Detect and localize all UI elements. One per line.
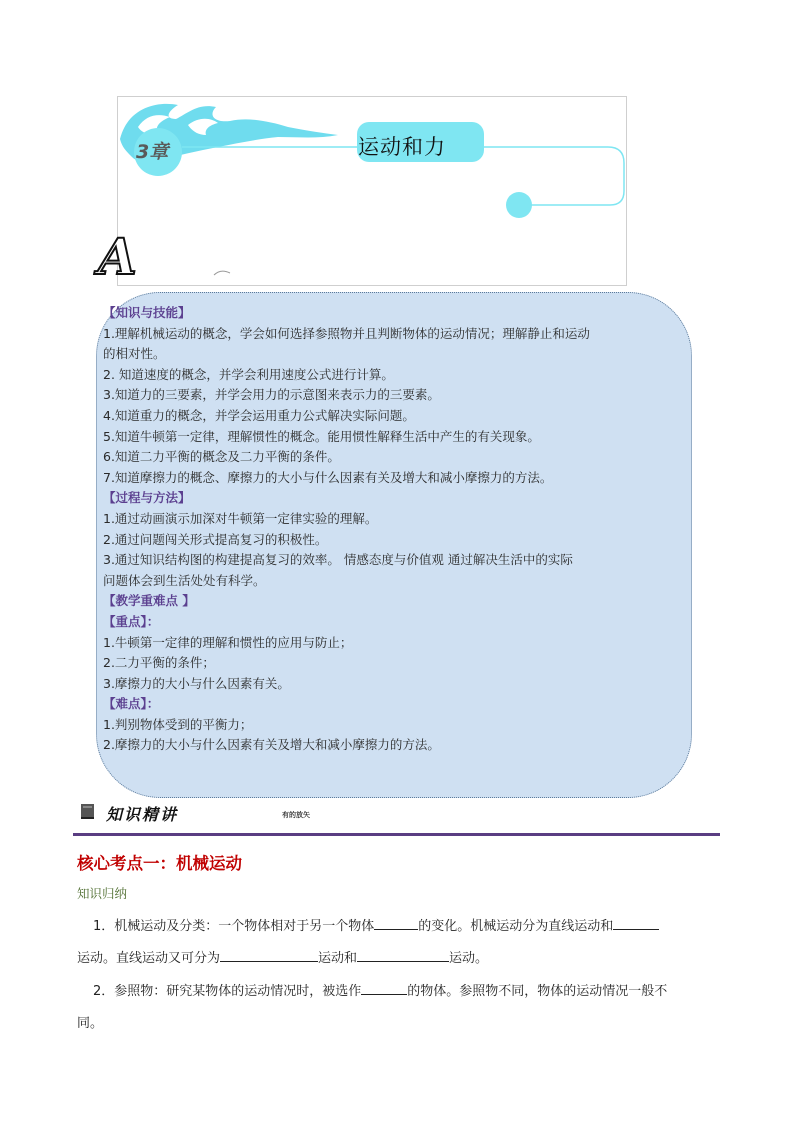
knowledge-item: 4.知道重力的概念，并学会运用重力公式解决实际问题。 <box>103 407 415 423</box>
process-item: 1.通过动画演示加深对牛顿第一定律实验的理解。 <box>103 510 378 526</box>
knowledge-item: 的相对性。 <box>103 346 166 362</box>
fill-blank[interactable] <box>361 980 407 995</box>
learning-goals-text <box>103 303 663 756</box>
section-note: 有的放矢 <box>282 811 310 819</box>
para-text: 运动。直线运动又可分为 <box>77 951 221 966</box>
para-text: 运动。 <box>449 951 489 966</box>
core-point-title: 核心考点一：机械运动 <box>77 854 242 873</box>
para-text: 2．参照物：研究某物体的运动情况时，被选作 <box>93 984 362 999</box>
para-text: 的变化。机械运动分为直线运动和 <box>418 919 614 934</box>
knowledge-summary-label: 知识归纳 <box>77 886 128 901</box>
paragraph-mechanical-motion-cont <box>77 943 719 975</box>
paragraph-reference-object <box>77 976 719 1008</box>
fill-blank[interactable] <box>613 915 659 930</box>
para-text: 运动和 <box>318 951 358 966</box>
book-icon <box>80 803 96 821</box>
fill-blank[interactable] <box>220 947 318 962</box>
process-item: 问题体会到生活处处有科学。 <box>103 572 266 588</box>
dot-circle <box>506 192 532 218</box>
chapter-number: 3章 <box>136 141 169 163</box>
section-divider <box>73 833 720 836</box>
hard-heading: 【难点】： <box>103 696 160 712</box>
knowledge-item: 7.知道摩擦力的概念、摩擦力的大小与什么因素有关及增大和减小摩擦力的方法。 <box>103 469 553 485</box>
para-text: 同。 <box>77 1016 104 1031</box>
hard-item: 1.判别物体受到的平衡力； <box>103 716 253 732</box>
key-item: 1.牛顿第一定律的理解和惯性的应用与防止； <box>103 634 353 650</box>
chapter-banner <box>117 96 627 286</box>
key-heading: 【重点】： <box>103 613 160 629</box>
section-title: 知识精讲 <box>106 805 179 824</box>
key-item: 2.二力平衡的条件； <box>103 655 215 671</box>
hard-item: 2.摩擦力的大小与什么因素有关及增大和减小摩擦力的方法。 <box>103 737 440 753</box>
knowledge-item: 5.知道牛顿第一定律，理解惯性的概念。能用惯性解释生活中产生的有关现象。 <box>103 428 540 444</box>
knowledge-item: 2. 知道速度的概念，并学会利用速度公式进行计算。 <box>103 366 394 382</box>
process-item: 3.通过知识结构图的构建提高复习的效率。 情感态度与价值观 通过解决生活中的实际 <box>103 552 573 568</box>
process-item: 2.通过问题闯关形式提高复习的积极性。 <box>103 531 328 547</box>
fill-blank[interactable] <box>374 915 418 930</box>
paragraph-reference-object-cont <box>77 1008 719 1040</box>
para-text: 1．机械运动及分类：一个物体相对于另一个物体 <box>93 919 375 934</box>
para-text: 的物体。参照物不同，物体的运动情况一般不 <box>407 984 668 999</box>
knowledge-item: 6.知道二力平衡的概念及二力平衡的条件。 <box>103 449 340 465</box>
decorative-letter: A <box>98 227 137 286</box>
knowledge-heading: 【知识与技能】 <box>103 305 191 320</box>
process-heading: 【过程与方法】 <box>103 490 191 506</box>
paragraph-mechanical-motion <box>77 911 719 943</box>
knowledge-item: 3.知道力的三要素，并学会用力的示意图来表示力的三要素。 <box>103 387 440 403</box>
chapter-title: 运动和力 <box>358 135 446 159</box>
difficulty-heading: 【教学重难点 】 <box>103 593 195 609</box>
knowledge-item: 1.理解机械运动的概念，学会如何选择参照物并且判断物体的运动情况；理解静止和运动 <box>103 325 590 341</box>
fill-blank[interactable] <box>357 947 449 962</box>
key-item: 3.摩擦力的大小与什么因素有关。 <box>103 675 290 691</box>
